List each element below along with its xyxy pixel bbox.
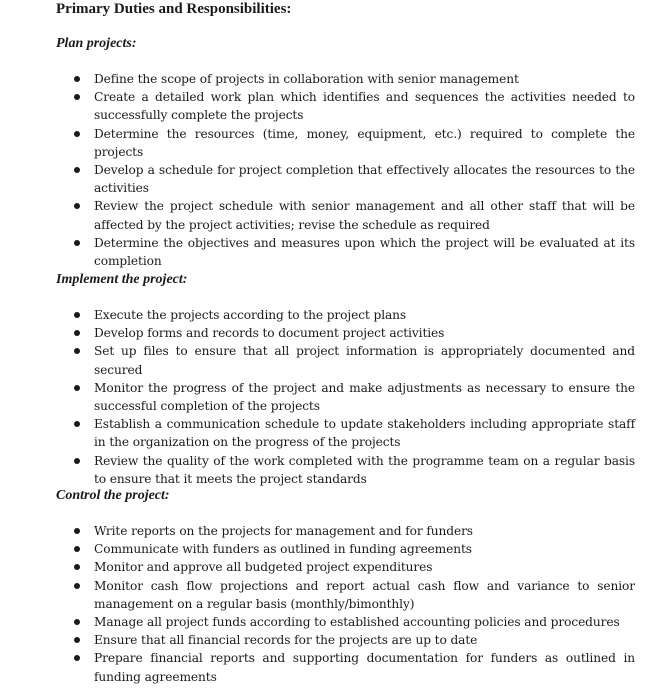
list-item [0, 125, 664, 161]
page-title: Primary Duties and Responsibilities: [56, 1, 292, 17]
section-heading-plan-projects: Plan projects: [56, 36, 137, 51]
list-item-text: Review the project schedule with senior management and all other staff that will be affected by the project activities; revise the schedule as required [94, 199, 635, 232]
bullet-icon [74, 564, 80, 570]
bullet-icon [74, 421, 80, 427]
list-item-text: Establish a communication schedule to update stakeholders including appropriate staff in the organization on the progress of the projects [94, 417, 635, 450]
list-item [0, 161, 664, 197]
list-item [0, 70, 664, 88]
list-item-text: Prepare financial reports and supporting documentation for funders as outlined in funding agreements [94, 651, 635, 684]
list-item [0, 452, 664, 488]
control-project-list [0, 522, 664, 686]
list-item-text: Determine the resources (time, money, equipment, etc.) required to complete the projects [94, 126, 635, 159]
bullet-icon [74, 76, 80, 82]
list-item-text: Define the scope of projects in collaboration with senior management [94, 72, 519, 86]
bullet-icon [74, 167, 80, 173]
bullet-icon [74, 619, 80, 625]
list-item-text: Review the quality of the work completed with the programme team on a regular basis to ensure that it meets the project standards [94, 453, 635, 486]
bullet-icon [74, 131, 80, 137]
list-item [0, 306, 664, 324]
bullet-icon [74, 583, 80, 589]
list-item [0, 234, 664, 270]
bullet-icon [74, 348, 80, 354]
list-item-text: Write reports on the projects for management and for funders [94, 524, 473, 538]
bullet-icon [74, 240, 80, 246]
list-item [0, 197, 664, 233]
bullet-icon [74, 312, 80, 318]
bullet-icon [74, 546, 80, 552]
section-heading-control-project: Control the project: [56, 488, 170, 503]
list-item-text: Develop a schedule for project completion that effectively allocates the resources to the activities [94, 163, 635, 196]
list-item [0, 558, 664, 576]
section-heading-implement-project: Implement the project: [56, 272, 188, 287]
list-item [0, 540, 664, 558]
list-item-text: Ensure that all financial records for the projects are up to date [94, 633, 478, 648]
list-item-text: Monitor and approve all budgeted project expenditures [94, 560, 433, 575]
list-item [0, 415, 664, 451]
list-item-text: Create a detailed work plan which identifies and sequences the activities needed to successfully complete the projects [94, 90, 635, 123]
list-item-text: Monitor cash flow projections and report actual cash flow and variance to senior management on a regular basis (monthly/bimonthly) [94, 578, 635, 611]
list-item-text: Set up files to ensure that all project information is appropriately documented and secured [94, 344, 635, 377]
bullet-icon [74, 330, 80, 336]
list-item-text: Monitor the progress of the project and make adjustments as necessary to ensure the successful completion of the projects [94, 380, 635, 414]
list-item [0, 649, 664, 685]
bullet-icon [74, 637, 80, 643]
list-item-text: Communicate with funders as outlined in funding agreements [94, 542, 472, 557]
list-item [0, 631, 664, 649]
bullet-icon [74, 385, 80, 391]
list-item [0, 324, 664, 342]
bullet-icon [74, 94, 80, 100]
list-item [0, 379, 664, 415]
list-item-text: Execute the projects according to the project plans [94, 308, 407, 322]
bullet-icon [74, 528, 80, 534]
list-item [0, 522, 664, 540]
implement-project-list [0, 306, 664, 488]
list-item-text: Manage all project funds according to established accounting policies and procedures [94, 615, 620, 630]
bullet-icon [74, 458, 80, 464]
list-item [0, 342, 664, 378]
list-item-text: Develop forms and records to document project activities [94, 326, 445, 341]
list-item [0, 613, 664, 631]
plan-projects-list [0, 70, 664, 270]
bullet-icon [74, 203, 80, 209]
list-item [0, 88, 664, 124]
list-item [0, 577, 664, 613]
bullet-icon [74, 655, 80, 661]
list-item-text: Determine the objectives and measures upon which the project will be evaluated at its completion [94, 235, 635, 269]
